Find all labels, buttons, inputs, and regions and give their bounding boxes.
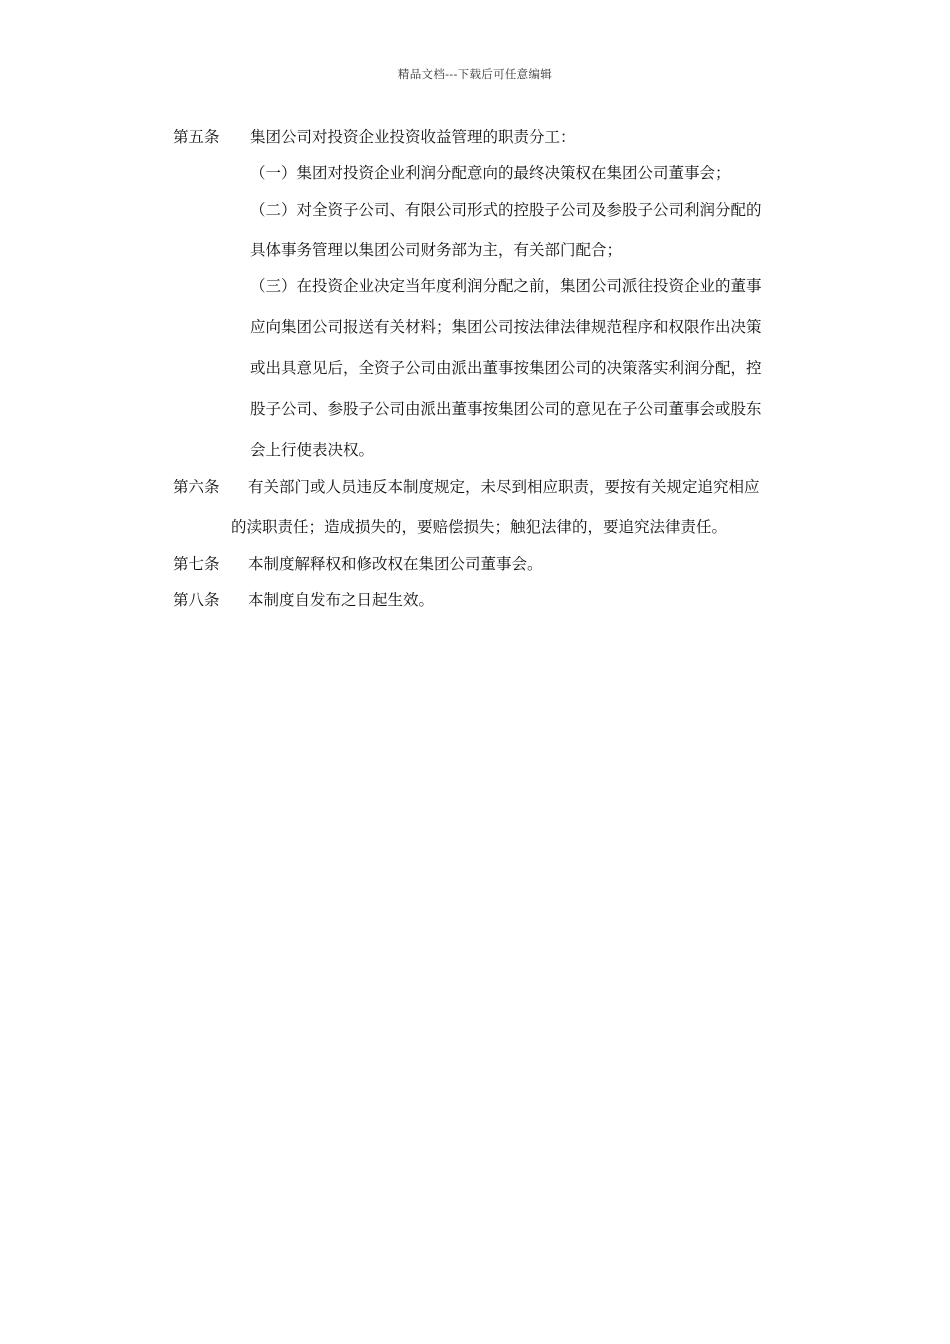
article-text-line: 股子公司、参股子公司由派出董事按集团公司的意见在子公司董事会或股东 [250, 400, 762, 418]
page-header: 精品文档---下载后可任意编辑 [397, 67, 553, 81]
article-text-line: 有关部门或人员违反本制度规定，未尽到相应职责，要按有关规定追究相应 [248, 478, 760, 496]
article-label: 第五条 [173, 128, 220, 146]
article-label: 第八条 [173, 591, 220, 609]
article-text-line: （二）对全资子公司、有限公司形式的控股子公司及参股子公司利润分配的 [250, 201, 762, 219]
article-text-line: （一）集团对投资企业利润分配意向的最终决策权在集团公司董事会； [250, 164, 731, 182]
article-text-line: 或出具意见后，全资子公司由派出董事按集团公司的决策落实利润分配，控 [250, 359, 762, 377]
article-text-line: 本制度自发布之日起生效。 [248, 591, 435, 609]
article-text-line: 应向集团公司报送有关材料；集团公司按法律法律规范程序和权限作出决策 [250, 318, 762, 336]
article-text-line: 的渎职责任；造成损失的，要赔偿损失；触犯法律的，要追究法律责任。 [231, 518, 728, 536]
article-label: 第七条 [173, 555, 220, 573]
article-text-line: （三）在投资企业决定当年度利润分配之前，集团公司派往投资企业的董事 [250, 277, 762, 295]
article-label: 第六条 [173, 478, 220, 496]
article-text-line: 会上行使表决权。 [250, 441, 375, 459]
article-text-line: 集团公司对投资企业投资收益管理的职责分工： [250, 128, 576, 146]
article-text-line: 具体事务管理以集团公司财务部为主，有关部门配合； [250, 241, 623, 259]
article-text-line: 本制度解释权和修改权在集团公司董事会。 [248, 555, 543, 573]
